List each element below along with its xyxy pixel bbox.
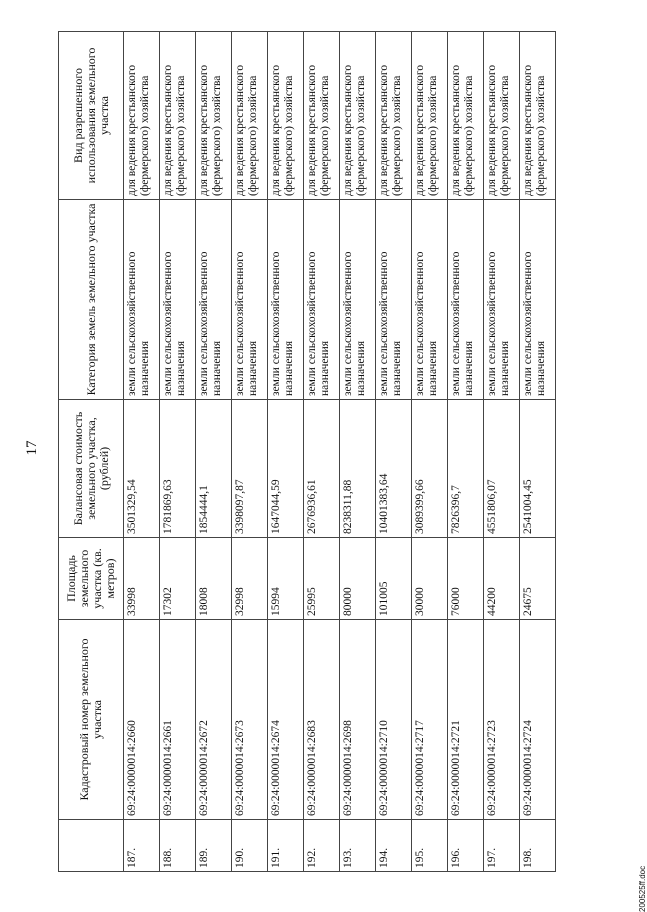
balance-cost: 1647044,59 [268, 400, 304, 538]
balance-cost: 1854444,1 [196, 400, 232, 538]
balance-cost: 2541004,45 [520, 400, 556, 538]
land-category: земли сельскохозяйственного назначения [268, 200, 304, 400]
header-cadastral-number: Кадастровый номер земельного участка [59, 620, 124, 820]
plot-area: 101005 [376, 538, 412, 620]
balance-cost: 3398097,87 [232, 400, 268, 538]
plot-area: 25995 [304, 538, 340, 620]
table-row [232, 32, 268, 872]
table-row [412, 32, 448, 872]
cadastral-number: 69:24:0000014:2717 [412, 620, 448, 820]
row-index: 190. [232, 820, 268, 872]
balance-cost: 7826396,7 [448, 400, 484, 538]
land-category: земли сельскохозяйственного назначения [124, 200, 160, 400]
row-index: 196. [448, 820, 484, 872]
balance-cost: 2676936,61 [304, 400, 340, 538]
permitted-use: для ведения крестьянского (фермерского) хозяйства [520, 32, 556, 200]
cadastral-number: 69:24:0000014:2672 [196, 620, 232, 820]
table-row [520, 32, 556, 872]
row-index: 188. [160, 820, 196, 872]
table-row [304, 32, 340, 872]
cadastral-number: 69:24:0000014:2660 [124, 620, 160, 820]
cadastral-number: 69:24:0000014:2724 [520, 620, 556, 820]
cadastral-number: 69:24:0000014:2698 [340, 620, 376, 820]
table-row [340, 32, 376, 872]
header-balance-cost: Балансовая стоимость земельного участка, (рублей) [59, 400, 124, 538]
permitted-use: для ведения крестьянского (фермерского) хозяйства [160, 32, 196, 200]
land-category: земли сельскохозяйственного назначения [304, 200, 340, 400]
permitted-use: для ведения крестьянского (фермерского) хозяйства [196, 32, 232, 200]
plot-area: 30000 [412, 538, 448, 620]
plot-area: 32998 [232, 538, 268, 620]
land-category: земли сельскохозяйственного назначения [232, 200, 268, 400]
plot-area: 44200 [484, 538, 520, 620]
plot-area: 17302 [160, 538, 196, 620]
balance-cost: 8238311,88 [340, 400, 376, 538]
row-index: 191. [268, 820, 304, 872]
plot-area: 76000 [448, 538, 484, 620]
header-land-category: Категория земель земельного участка [59, 200, 124, 400]
header-permitted-use: Вид разрешенного использования земельного участка [59, 32, 124, 200]
land-category: земли сельскохозяйственного назначения [340, 200, 376, 400]
cadastral-number: 69:24:0000014:2723 [484, 620, 520, 820]
permitted-use: для ведения крестьянского (фермерского) хозяйства [304, 32, 340, 200]
land-category: земли сельскохозяйственного назначения [160, 200, 196, 400]
plot-area: 18008 [196, 538, 232, 620]
permitted-use: для ведения крестьянского (фермерского) хозяйства [412, 32, 448, 200]
cadastral-number: 69:24:0000014:2710 [376, 620, 412, 820]
land-category: земли сельскохозяйственного назначения [196, 200, 232, 400]
cadastral-number: 69:24:0000014:2673 [232, 620, 268, 820]
balance-cost: 4551806,07 [484, 400, 520, 538]
plot-area: 33998 [124, 538, 160, 620]
document-page [24, 32, 647, 912]
plot-area: 80000 [340, 538, 376, 620]
permitted-use: для ведения крестьянского (фермерского) хозяйства [232, 32, 268, 200]
cadastral-number: 69:24:0000014:2721 [448, 620, 484, 820]
permitted-use: для ведения крестьянского (фермерского) хозяйства [124, 32, 160, 200]
page-number: 17 [24, 440, 40, 456]
row-index: 198. [520, 820, 556, 872]
balance-cost: 10401383,64 [376, 400, 412, 538]
land-category: земли сельскохозяйственного назначения [412, 200, 448, 400]
header-index [59, 820, 124, 872]
plot-area: 15994 [268, 538, 304, 620]
table-body [124, 32, 556, 872]
header-area: Площадь земельного участка (кв. метров) [59, 538, 124, 620]
row-index: 187. [124, 820, 160, 872]
plot-area: 24675 [520, 538, 556, 620]
land-category: земли сельскохозяйственного назначения [520, 200, 556, 400]
table-header-row [59, 32, 124, 872]
table-row [160, 32, 196, 872]
table-row [268, 32, 304, 872]
land-plots-table [58, 31, 556, 872]
row-index: 192. [304, 820, 340, 872]
land-category: земли сельскохозяйственного назначения [448, 200, 484, 400]
cadastral-number: 69:24:0000014:2661 [160, 620, 196, 820]
row-index: 197. [484, 820, 520, 872]
permitted-use: для ведения крестьянского (фермерского) хозяйства [376, 32, 412, 200]
table-row [124, 32, 160, 872]
row-index: 195. [412, 820, 448, 872]
cadastral-number: 69:24:0000014:2683 [304, 620, 340, 820]
row-index: 193. [340, 820, 376, 872]
table-row [484, 32, 520, 872]
row-index: 189. [196, 820, 232, 872]
balance-cost: 1781869,63 [160, 400, 196, 538]
balance-cost: 3501329,54 [124, 400, 160, 538]
table-row [376, 32, 412, 872]
table-row [448, 32, 484, 872]
balance-cost: 3089399,66 [412, 400, 448, 538]
row-index: 194. [376, 820, 412, 872]
permitted-use: для ведения крестьянского (фермерского) хозяйства [340, 32, 376, 200]
document-filename: 200525ff.doc [638, 865, 647, 912]
permitted-use: для ведения крестьянского (фермерского) хозяйства [268, 32, 304, 200]
permitted-use: для ведения крестьянского (фермерского) хозяйства [484, 32, 520, 200]
cadastral-number: 69:24:0000014:2674 [268, 620, 304, 820]
land-category: земли сельскохозяйственного назначения [376, 200, 412, 400]
table-row [196, 32, 232, 872]
land-category: земли сельскохозяйственного назначения [484, 200, 520, 400]
permitted-use: для ведения крестьянского (фермерского) хозяйства [448, 32, 484, 200]
